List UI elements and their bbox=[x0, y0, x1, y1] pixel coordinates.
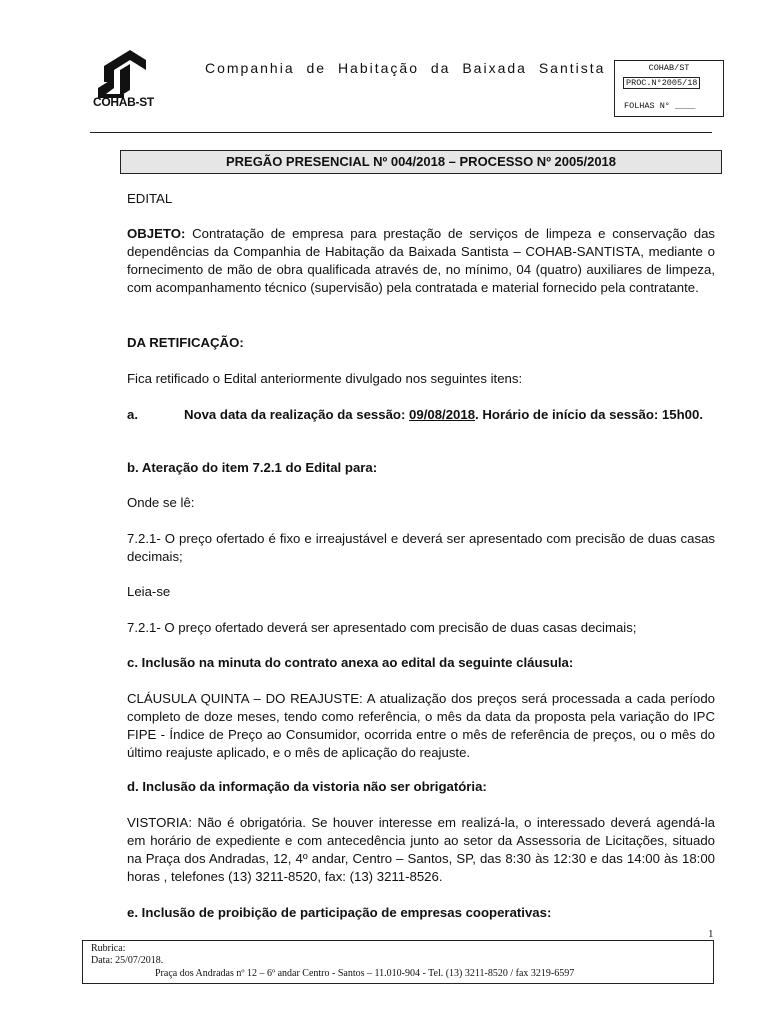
footer-date: Data: 25/07/2018. bbox=[91, 955, 164, 966]
footer-address: Praça dos Andradas nº 12 – 6º andar Centro - Santos – 11.010-904 - Tel. (13) 3211-8520 / fax 3219-6597 bbox=[155, 968, 575, 979]
header-divider bbox=[90, 132, 712, 133]
stamp-line-2: PROC.N°2005/18 bbox=[623, 77, 700, 89]
page-number: 1 bbox=[708, 928, 714, 940]
objeto-label: OBJETO: bbox=[127, 226, 186, 241]
edital-heading: EDITAL bbox=[127, 191, 173, 206]
stamp-line-1: COHAB/ST bbox=[648, 63, 690, 73]
item-a bbox=[127, 406, 715, 424]
clausula-quinta: CLÁUSULA QUINTA – DO REAJUSTE: A atualização dos preços será processada a cada período completo de doze meses, tendo como referência, o mês da data da proposta pela variação do IPC FIPE - Índice de Preço ao Consumidor, ocorrida entre o mês de referência de preços, ou o mês do último reajuste aplicado, e o mês de aplicação do reajuste. bbox=[127, 691, 715, 760]
item-a-time: . Horário de início da sessão: 15h00. bbox=[475, 407, 703, 422]
process-stamp-box bbox=[614, 60, 724, 117]
item-d: d. Inclusão da informação da vistoria não ser obrigatória: bbox=[127, 779, 487, 794]
new-clause-text: 7.2.1- O preço ofertado deverá ser apresentado com precisão de duas casas decimais; bbox=[127, 620, 637, 635]
footer-rubrica: Rubrica: bbox=[91, 943, 126, 954]
item-a-text: Nova data da realização da sessão: bbox=[184, 407, 410, 422]
company-name: Companhia de Habitação da Baixada Santista bbox=[205, 60, 606, 76]
objeto-paragraph bbox=[127, 225, 715, 297]
stamp-line-3: FOLHAS N° ____ bbox=[624, 101, 696, 111]
item-b: b. Ateração do item 7.2.1 do Edital para: bbox=[127, 460, 378, 475]
intro-paragraph: Fica retificado o Edital anteriormente divulgado nos seguintes itens: bbox=[127, 371, 523, 386]
logo-text: COHAB-ST bbox=[93, 95, 154, 109]
document-title: PREGÃO PRESENCIAL Nº 004/2018 – PROCESSO Nº 2005/2018 bbox=[120, 150, 722, 174]
item-a-date: 09/08/2018 bbox=[409, 407, 476, 422]
item-a-prefix: a. bbox=[127, 407, 138, 422]
retificacao-heading: DA RETIFICAÇÃO: bbox=[127, 335, 244, 350]
item-e: e. Inclusão de proibição de participação de empresas cooperativas: bbox=[127, 905, 552, 920]
footer-box bbox=[82, 940, 714, 984]
item-c: c. Inclusão na minuta do contrato anexa ao edital da seguinte cláusula: bbox=[127, 655, 574, 670]
leia-se: Leia-se bbox=[127, 584, 171, 599]
objeto-text: Contratação de empresa para prestação de serviços de limpeza e conservação das dependências da Companhia de Habitação da Baixada Santista – COHAB-SANTISTA, mediante o fornecimento de mão de obra qualificada através de, no mínimo, 04 (quatro) auxiliares de limpeza, com acompanhamento técnico (supervisão) pela contratada e material fornecido pela contratante. bbox=[127, 226, 715, 295]
vistoria-paragraph: VISTORIA: Não é obrigatória. Se houver interesse em realizá-la, o interessado deverá agendá-la em horário de expediente e com antecedência junto ao setor da Assessoria de Licitações, situado na Praça dos Andradas, 12, 4º andar, Centro – Santos, SP, das 8:30 às 12:30 e das 14:00 às 18:00 horas , telefones (13) 3211-8520, fax: (13) 3211-8526. bbox=[127, 815, 715, 884]
onde-se-le: Onde se lê: bbox=[127, 495, 195, 510]
old-clause-text: 7.2.1- O preço ofertado é fixo e irreajustável e deverá ser apresentado com precisão de duas casas decimais; bbox=[127, 531, 715, 564]
